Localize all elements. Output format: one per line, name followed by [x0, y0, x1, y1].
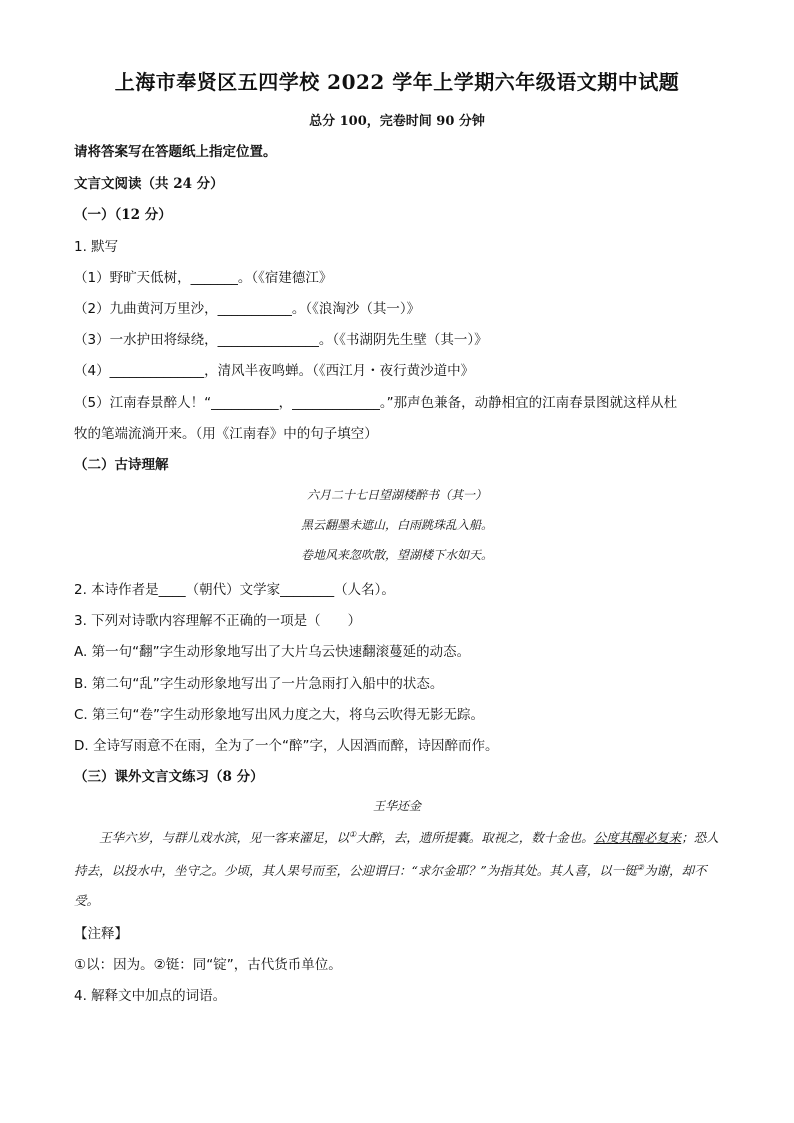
classical-text-title: 王华还金 — [372, 799, 421, 813]
poem-line-2: 卷地风来忽吹散，望湖楼下水如天。 — [300, 548, 493, 562]
fill-item-3: （3）一水护田将绿绕，_______________。（《书湖阴先生壁（其一）》 — [74, 332, 488, 348]
question-2: 2. 本诗作者是____（朝代）文学家________（人名）。 — [74, 582, 395, 598]
option-a: A. 第一句“翻”字生动形象地写出了大片乌云快速翻滚蔓延的动态。 — [74, 644, 471, 660]
question-1-label: 1. 默写 — [74, 239, 119, 255]
poem-title: 六月二十七日望湖楼醉书（其一） — [306, 488, 487, 502]
option-d: D. 全诗写雨意不在雨，全为了一个“醉”字，人因酒而醉，诗因醉而作。 — [74, 738, 499, 754]
fill-item-5: （5）江南春景醉人！“__________，_____________。”那声色兼备，动静相宜的江南春景图就这样从杜 — [74, 395, 678, 411]
page-title: 上海市奉贤区五四学校 2022 学年上学期六年级语文期中试题 — [114, 70, 680, 94]
question-3: 3. 下列对诗歌内容理解不正确的一项是（ ） — [74, 613, 362, 629]
passage-part: 为谢，却不受。 — [74, 863, 707, 909]
footnote-marker-2: ② — [636, 863, 644, 873]
question-4: 4. 解释文中加点的词语。 — [74, 988, 227, 1004]
fill-item-2: （2）九曲黄河万里沙，___________。（《浪淘沙（其一）》 — [74, 301, 421, 317]
option-c: C. 第三句“卷”字生动形象地写出风力度之大，将乌云吹得无影无踪。 — [74, 707, 484, 723]
instructions: 请将答案写在答题纸上指定位置。 — [74, 144, 277, 160]
footnote-marker-1: ① — [349, 830, 357, 839]
passage-part: 王华六岁，与群儿戏水滨，见一客来濯足，以 — [99, 830, 350, 846]
fill-item-4: （4）______________，清风半夜鸣蝉。（《西江月・夜行黄沙道中》 — [74, 363, 475, 379]
section-heading: 文言文阅读（共 24 分） — [74, 176, 224, 192]
passage-part: ；恐人持去，以投水中，坐守之。少顷，其人果号而至，公迎谓曰：“求尔金耶？”为指其处。其人喜，以一铤 — [74, 830, 719, 879]
fill-item-5-continued: 牧的笔端流淌开来。（用《江南春》中的句子填空） — [74, 426, 378, 442]
passage-part: 大醉，去，遗所提囊。取视之，数十金也。 — [356, 830, 594, 846]
notes: ①以：因为。②铤：同“锭”，古代货币单位。 — [74, 957, 342, 973]
part1-heading: （一）（12 分） — [74, 207, 172, 223]
part3-heading: （三）课外文言文练习（8 分） — [74, 769, 264, 785]
option-b: B. 第二句“乱”字生动形象地写出了一片急雨打入船中的状态。 — [74, 676, 444, 692]
underlined-sentence: 公度其醒必复来 — [593, 830, 682, 846]
notes-heading: 【注释】 — [74, 926, 128, 942]
fill-item-1: （1）野旷天低树，_______。（《宿建德江》 — [74, 270, 333, 286]
page-subtitle: 总分 100，完卷时间 90 分钟 — [309, 114, 485, 129]
part2-heading: （二）古诗理解 — [74, 457, 169, 473]
classical-passage — [74, 820, 724, 916]
poem-line-1: 黑云翻墨未遮山，白雨跳珠乱入船。 — [300, 518, 493, 532]
